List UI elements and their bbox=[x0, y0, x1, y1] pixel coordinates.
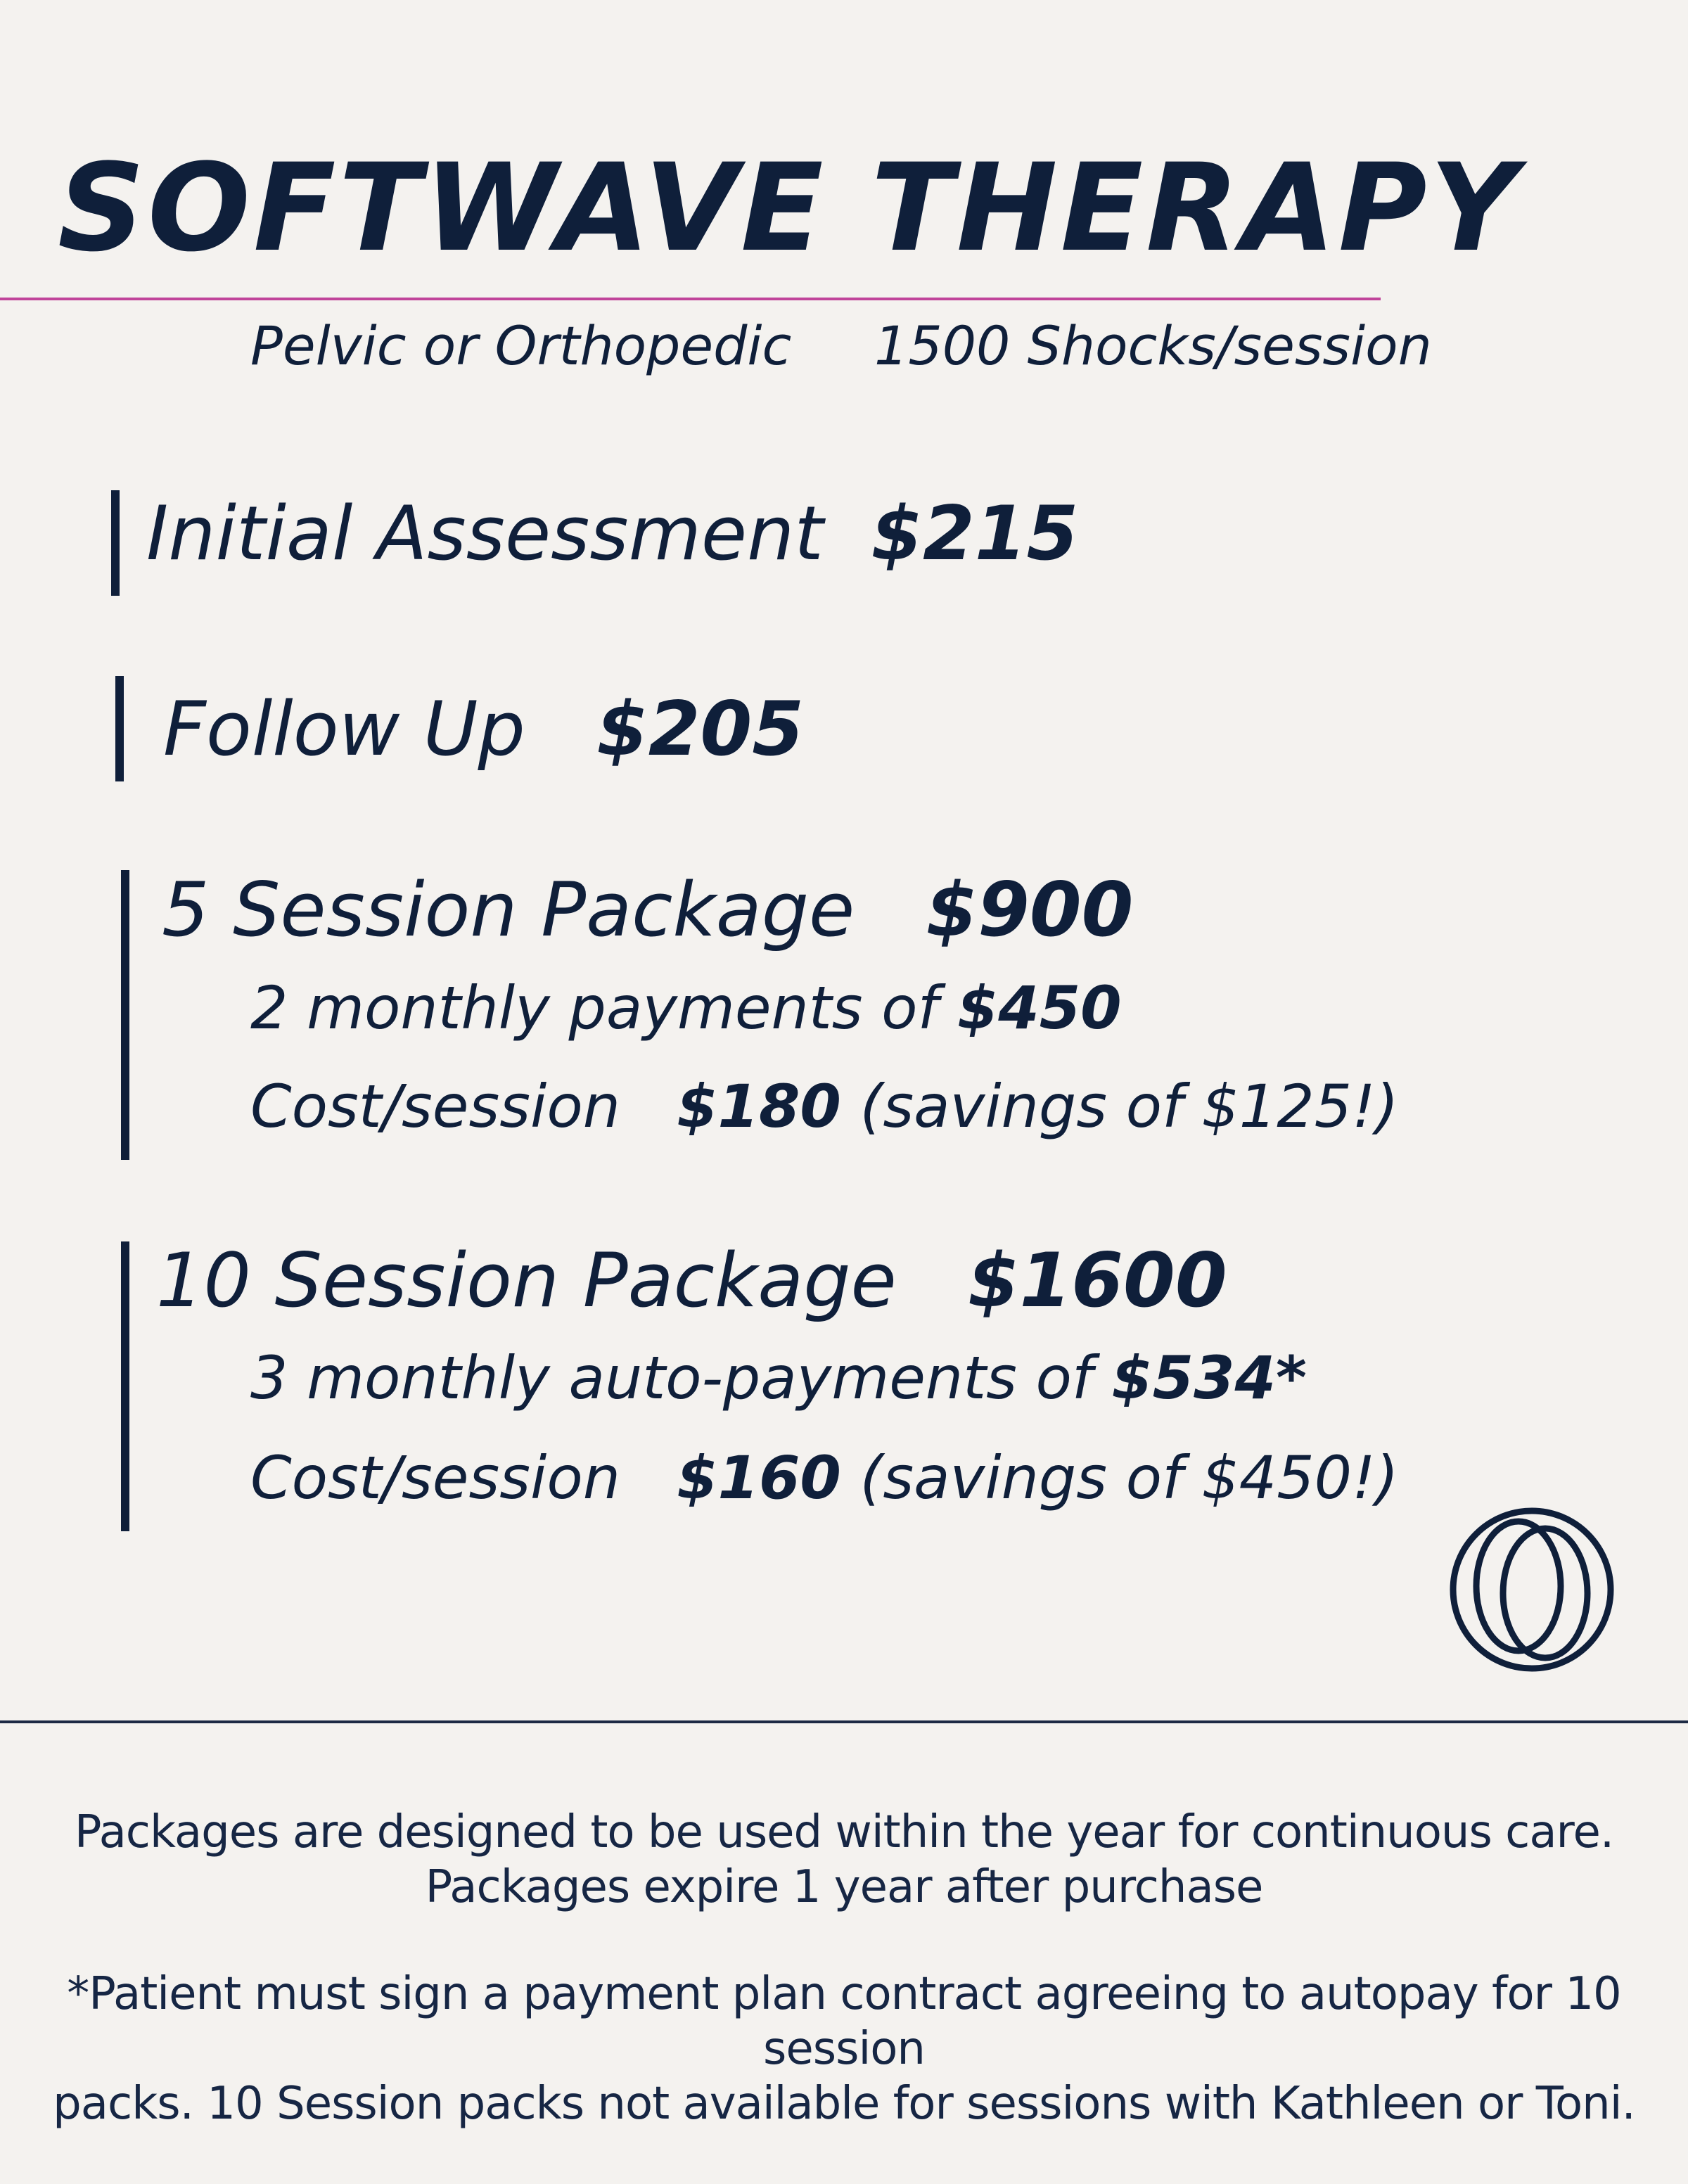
ten-pack-label: 10 Session Package bbox=[156, 1237, 897, 1324]
follow-up-row bbox=[163, 683, 804, 777]
five-pack-price: $900 bbox=[926, 867, 1134, 953]
ten-pack-savings: (savings of $450!) bbox=[859, 1443, 1399, 1512]
section-bar-ten-pack bbox=[121, 1241, 129, 1531]
payment-plan-disclaimer bbox=[0, 1967, 1688, 2131]
five-pack-cost-label: Cost/session bbox=[250, 1072, 620, 1141]
section-bar-five-pack bbox=[121, 870, 129, 1160]
follow-up-label: Follow Up bbox=[163, 686, 525, 772]
double-ring-logo-icon bbox=[1445, 1503, 1618, 1676]
five-pack-payment-amount: $450 bbox=[957, 973, 1122, 1042]
five-pack-cost-per-session bbox=[250, 1070, 1399, 1144]
ten-pack-price: $1600 bbox=[967, 1237, 1227, 1324]
ten-pack-payments-text: 3 monthly auto-payments of bbox=[250, 1343, 1093, 1412]
ten-pack-row bbox=[156, 1234, 1227, 1328]
footer-divider bbox=[0, 1720, 1688, 1723]
page-title: SOFTWAVE THERAPY bbox=[58, 137, 1521, 279]
five-pack-row bbox=[162, 864, 1133, 957]
package-note-line-2: Packages expire 1 year after purchase bbox=[425, 1861, 1263, 1914]
five-pack-payments-text: 2 monthly payments of bbox=[250, 973, 939, 1042]
disclaimer-line-1: *Patient must sign a payment plan contract agreeing to autopay for 10 session bbox=[67, 1968, 1621, 2076]
package-validity-note bbox=[0, 1805, 1688, 1915]
ten-pack-payments bbox=[250, 1341, 1307, 1415]
section-bar-initial bbox=[111, 490, 120, 596]
initial-assessment-price: $215 bbox=[871, 490, 1079, 577]
five-pack-savings: (savings of $125!) bbox=[859, 1072, 1399, 1141]
title-underline bbox=[0, 298, 1381, 300]
follow-up-price: $205 bbox=[596, 686, 804, 772]
subtitle-treatment-area: Pelvic or Orthopedic bbox=[250, 314, 792, 377]
five-pack-payments bbox=[250, 971, 1122, 1045]
section-bar-followup bbox=[115, 676, 124, 781]
five-pack-label: 5 Session Package bbox=[162, 867, 855, 953]
initial-assessment-label: Initial Assessment bbox=[146, 490, 824, 577]
ten-pack-cost-per-session bbox=[250, 1441, 1399, 1515]
subtitle-shocks-per-session: 1500 Shocks/session bbox=[874, 314, 1432, 377]
ten-pack-cost-amount: $160 bbox=[677, 1443, 841, 1512]
disclaimer-line-2: packs. 10 Session packs not available for sessions with Kathleen or Toni. bbox=[53, 2078, 1635, 2131]
package-note-line-1: Packages are designed to be used within the year for continuous care. bbox=[74, 1806, 1614, 1858]
initial-assessment-row bbox=[146, 487, 1078, 581]
ten-pack-payment-amount: $534* bbox=[1111, 1343, 1307, 1412]
ten-pack-cost-label: Cost/session bbox=[250, 1443, 620, 1512]
five-pack-cost-amount: $180 bbox=[677, 1072, 841, 1141]
